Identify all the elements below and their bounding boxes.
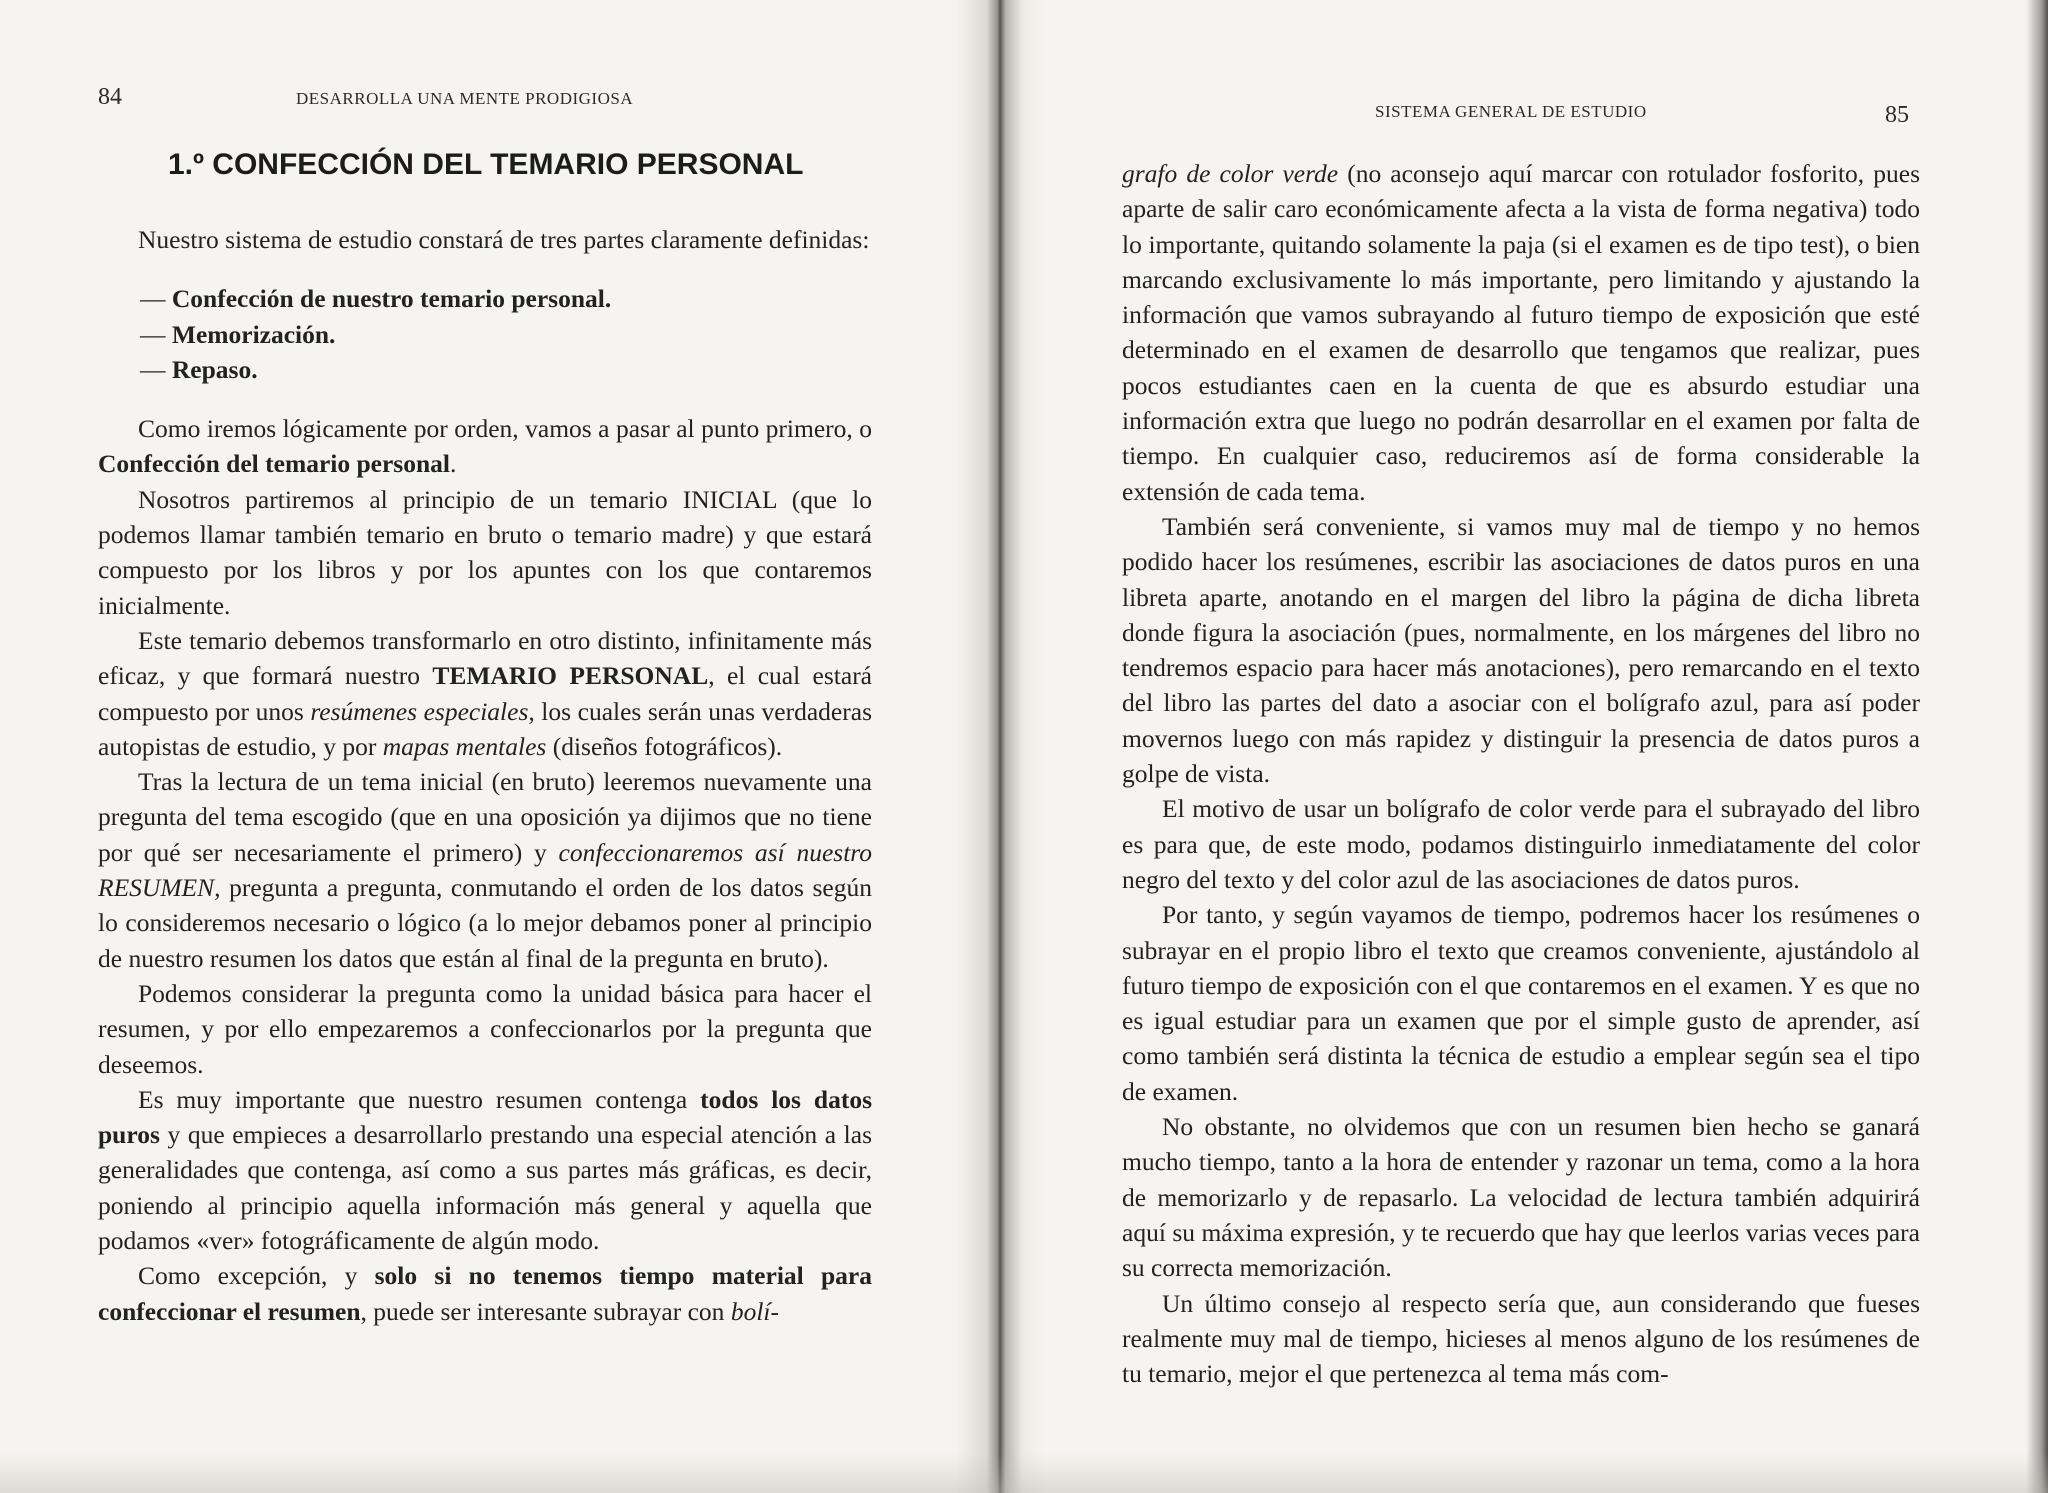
- right-page: [1010, 0, 2048, 1493]
- page-edge: [2026, 0, 2048, 1493]
- parts-list: [140, 281, 872, 387]
- paragraph: El motivo de usar un bolígrafo de color verde para el subrayado del libro es para que, de este modo, podamos distinguirlo inmediatamente del color negro del texto y del color azul de las asociaciones de datos puros.: [1122, 794, 1920, 894]
- list-item: — Memorización.: [140, 317, 872, 352]
- running-head-left: DESARROLLA UNA MENTE PRODIGIOSA: [296, 89, 634, 108]
- intro-paragraph: Nuestro sistema de estudio constará de tres partes claramente definidas:: [138, 225, 870, 254]
- paragraph: Como iremos lógicamente por orden, vamos a pasar al punto primero, o Confección del temario personal.: [98, 414, 872, 479]
- paragraph: También será conveniente, si vamos muy mal de tiempo y no hemos podido hacer los resúmenes, escribir las asociaciones de datos puros en una libreta aparte, anotando en el margen del libro la página de dicha libreta donde figura la asociación (pues, normalmente, en los márgenes del libro no tendremos espacio para hacer más anotaciones), pero remarcando en el texto del libro las partes del dato a asociar con el bolígrafo azul, para así poder movernos luego con más rapidez y distinguir la presencia de datos puros a golpe de vista.: [1122, 511, 1920, 789]
- paragraph: grafo de color verde (no aconsejo aquí marcar con rotulador fosforito, pues aparte de salir caro económicamente afecta a la vista de forma negativa) todo lo importante, quitando solamente la paja (si el examen es de tipo test), o bien marcando exclusivamente lo más importante, pero limitando y ajustando la información que vamos subrayando al futuro tiempo de exposición que esté determinado en el examen de desarrollo que tengamos que realizar, pues pocos estudiantes caen en la cuenta de que es absurdo estudiar una información extra que luego no podrán desarrollar en el examen por falta de tiempo. En cualquier caso, reduciremos así de forma considerable la extensión de cada tema.: [1122, 159, 1920, 506]
- list-item: — Confección de nuestro temario personal.: [140, 281, 872, 316]
- book-gutter: [955, 0, 1045, 1493]
- paragraph: Un último consejo al respecto sería que, aun considerando que fueses realmente muy mal de tiempo, hicieses al menos alguno de los resúmenes de tu temario, mejor el que pertenezca al tema más com-: [1122, 1288, 1920, 1389]
- left-body-text: [98, 222, 872, 1329]
- right-body-text: [1122, 156, 1920, 1391]
- paragraph: Como excepción, y solo si no tenemos tiempo material para confeccionar el resumen, puede ser interesante subrayar con bolí-: [98, 1261, 872, 1326]
- page-number-left: 84: [98, 84, 122, 110]
- paragraph: No obstante, no olvidemos que con un resumen bien hecho se ganará mucho tiempo, tanto a la hora de entender y razonar un tema, como a la hora de memorizarlo y de repasarlo. La velocidad de lectura también adquirirá aquí su máxima expresión, y te recuerdo que hay que leerlos varias veces para su correcta memorización.: [1122, 1112, 1920, 1283]
- left-page: [0, 0, 990, 1493]
- paragraph: Por tanto, y según vayamos de tiempo, podremos hacer los resúmenes o subrayar en el propio libro el texto que creamos conveniente, ajustándolo al futuro tiempo de exposición con el que contaremos en el examen. Y es que no es igual estudiar para un examen que por el simple gusto de aprender, así como también será distinta la técnica de estudio a emplear según sea el tipo de examen.: [1122, 900, 1920, 1106]
- running-head-right: SISTEMA GENERAL DE ESTUDIO: [1375, 102, 1647, 121]
- paragraph: Tras la lectura de un tema inicial (en bruto) leeremos nuevamente una pregunta del tema escogido (que en una oposición ya dijimos que no tiene por qué ser necesariamente el primero) y confeccionaremos así nuestro RESUMEN, pregunta a pregunta, conmutando el orden de los datos según lo consideremos necesario o lógico (a lo mejor debamos poner al principio de nuestro resumen los datos que están al final de la pregunta en bruto).: [98, 767, 873, 973]
- paragraph: Nosotros partiremos al principio de un temario INICIAL (que lo podemos llamar también temario en bruto o temario madre) y que estará compuesto por los libros y por los apuntes con los que contaremos inicialmente.: [98, 484, 872, 620]
- paragraph: Este temario debemos transformarlo en otro distinto, infinitamente más eficaz, y que formará nuestro TEMARIO PERSONAL, el cual estará compuesto por unos resúmenes especiales, los cuales serán unas verdaderas autopistas de estudio, y por mapas mentales (diseños fotográficos).: [98, 625, 873, 761]
- paragraph: Podemos considerar la pregunta como la unidad básica para hacer el resumen, y por ello empezaremos a confeccionarlos por la pregunta que deseemos.: [98, 978, 872, 1079]
- bottom-shadow: [0, 1453, 2048, 1493]
- paragraph: Es muy importante que nuestro resumen contenga todos los datos puros y que empieces a desarrollarlo prestando una especial atención a las generalidades que contenga, así como a sus partes más gráficas, es decir, poniendo al principio aquella información más general y aquella que podamos «ver» fotográficamente de algún modo.: [98, 1084, 872, 1256]
- list-item: — Repaso.: [140, 352, 872, 387]
- page-number-right: 85: [1885, 102, 1909, 128]
- section-title: 1.º CONFECCIÓN DEL TEMARIO PERSONAL: [168, 148, 804, 181]
